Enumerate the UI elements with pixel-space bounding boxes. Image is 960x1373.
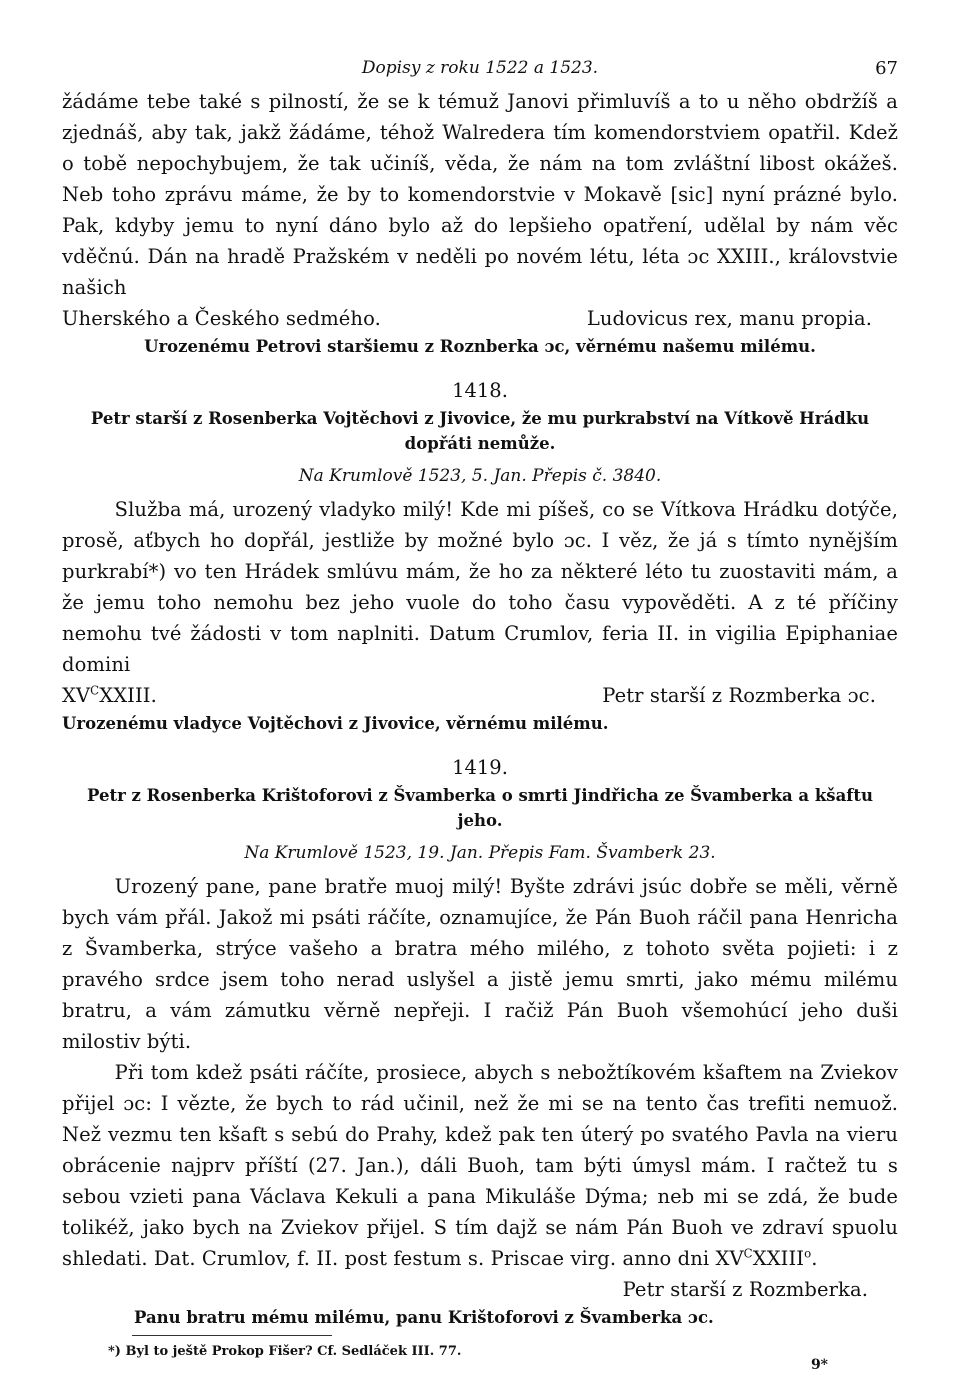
page-number: 67: [875, 58, 898, 79]
page-header: [62, 52, 898, 86]
letter-source: Na Krumlově 1523, 19. Jan. Přepis Fam. Švamberk 23.: [244, 843, 716, 863]
letter-paragraph: Při tom kdež psáti ráčíte, prosiece, abych s nebožtíkovém kšaftem na Zviekov přijel ɔc: I vězte, že bych to rád učinil, než že mi se na tento čas trefiti nemuož. Než vezmu ten kšaft s sebú do Prahy, kdež pak ten úterý po svatého Pavla na vieru obrácenie najprv příští (27. Jan.), dáli Buoh, tam býti úmysl mám. I račtež tu s sebou vzieti pana Václava Kekuli a pana Mikuláše Dýma; neb mi se zdá, že bude tolikéž, jako bych na Zviekov přijel. S tím dajž se nám Pán Buoh ve zdraví spuolu shledati. Dat. Crumlov, f. II. post festum s. Priscae virg. anno dni $XV^CXXIII^o$.: [62, 1061, 898, 1270]
continuation-paragraph: žádáme tebe také s pilností, že se k témuž Janovi přimluvíš a to u něho obdržíš a zjednáš, aby tak, jakž žádáme, téhož Walredera tím komendorstviem opatřil. Kdež o tobě nepochybujem, že tak učiníš, věda, že nám na tom zvláštní libost okážeš. Neb toho zprávu máme, že by to komendorstvie v Mokavě [sic] nyní prázné bylo. Pak, kdyby jemu to nyní dáno bylo až do lepšieho opatření, udělal by nám věc vděčnú. Dán na hradě Pražském v neděli po novém létu, léta ɔc XXIII., královstvie našich: [62, 90, 898, 299]
letter-address: Panu bratru mému milému, panu Krištoforovi z Švamberka ɔc.: [134, 1308, 714, 1327]
letter-body: [62, 494, 898, 711]
continuation-address: Urozenému Petrovi staršiemu z Roznberka ɔc, věrnému našemu milému.: [144, 337, 816, 356]
letter-signature: Petr starší z Rozmberka.: [622, 1278, 868, 1301]
letter-1418: [62, 376, 898, 737]
continuation-closing: Uherského a Českého sedmého.: [62, 307, 381, 330]
letter-1419: [62, 753, 898, 1331]
letter-summary: Petr z Rosenberka Krištoforovi z Švamberka o smrti Jindřicha ze Švamberka a kšaftu jeho.: [86, 786, 873, 830]
letter-paragraph: Služba má, urozený vladyko milý! Kde mi píšeš, co se Vítkova Hrádku dotýče, prosě, aťbych ho dopřál, jestliže by možné bylo ɔc. I věz, že já s tímto nynějším purkrabí*) vo ten Hrádek smlúvu mám, že ho za některé léto tu zuostaviti mám, a že jemu toho nemohu bez jeho vuole do toho času vypověděti. A z té příčiny nemohu tvé žádosti v tom naplniti. Datum Crumlov, feria II. in vigilia Epiphaniae domini: [62, 498, 898, 676]
footnote-divider: [132, 1335, 332, 1336]
continuation-signature-line: [62, 303, 898, 334]
footnote: *) Byl to ještě Prokop Fišer? Cf. Sedláček III. 77.: [108, 1344, 462, 1359]
letter-paragraph: Urozený pane, pane bratře muoj milý! Byšte zdrávi jsúc dobře se měli, věrně bych vám přál. Jakož mi psáti ráčíte, oznamujíce, že Pán Buoh ráčil pana Henricha z Švamberka, strýce vašeho a bratra mého milého, z tohoto světa pojieti: i z pravého srdce jsem toho nerad uslyšel a jistě jemu smrti, jako mému milému bratru, a vám zámutku věrně nepřeji. I račiž Pán Buoh všemohúcí jeho duši milostiv býti.: [62, 875, 898, 1053]
letter-date-numeral: $XV^CXXIII$.: [62, 683, 157, 707]
letter-signature-line: [62, 680, 898, 711]
letter-source: Na Krumlově 1523, 5. Jan. Přepis č. 3840.: [298, 466, 662, 486]
letter-number: 1418.: [452, 379, 508, 402]
letter-summary: Petr starší z Rosenberka Vojtěchovi z Jivovice, že mu purkrabství na Vítkově Hrádku dopřáti nemůže.: [90, 409, 870, 453]
letter-address: Urozenému vladyce Vojtěchovi z Jivovice, věrnému milému.: [62, 714, 609, 733]
running-title: Dopisy z roku 1522 a 1523.: [361, 58, 599, 78]
printer-signature-mark: 9*: [810, 1357, 828, 1373]
continuation-signature: Ludovicus rex, manu propia.: [586, 307, 872, 330]
letter-signature: Petr starší z Rozmberka ɔc.: [602, 684, 876, 707]
continuation-text: [62, 86, 898, 334]
document-page: [62, 52, 898, 1373]
letter-number: 1419.: [452, 756, 508, 779]
letter-body: [62, 871, 898, 1305]
